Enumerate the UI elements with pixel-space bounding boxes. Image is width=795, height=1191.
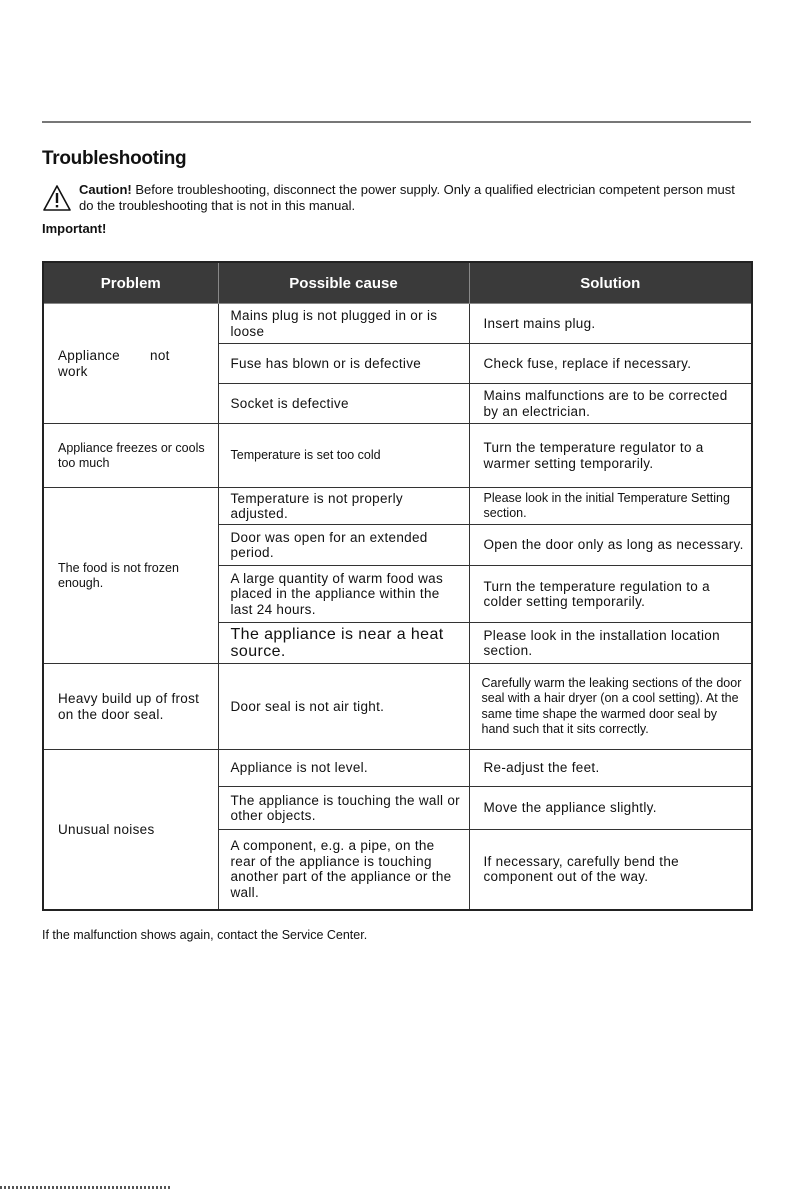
problem-cell: Heavy build up of frost on the door seal. [43,664,218,750]
caution-label: Caution! [79,182,132,197]
solution-cell: Turn the temperature regulator to a warmer setting temporarily. [469,424,752,488]
table-row [43,750,752,787]
solution-cell: Mains malfunctions are to be corrected by an electrician. [469,384,752,424]
solution-cell: Carefully warm the leaking sections of the door seal with a hair dryer (on a cool setting). At the same time shape the warmed door seal by hand such that it sits correctly. [469,664,752,750]
cause-cell: Door was open for an extended period. [218,525,469,566]
troubleshooting-table [42,261,753,911]
problem-cell: Appliance freezes or cools too much [43,424,218,488]
warning-triangle-icon [42,184,72,212]
cause-cell: Appliance is not level. [218,750,469,787]
caution-notice [42,182,742,216]
page-title: Troubleshooting [42,148,187,169]
solution-cell: Please look in the initial Temperature Setting section. [469,488,752,525]
header-solution: Solution [469,262,752,304]
cause-cell: Door seal is not air tight. [218,664,469,750]
cause-cell: Temperature is not properly adjusted. [218,488,469,525]
header-possible-cause: Possible cause [218,262,469,304]
solution-cell: Insert mains plug. [469,304,752,344]
solution-cell: If necessary, carefully bend the component out of the way. [469,830,752,910]
problem-cell: The food is not frozen enough. [43,488,218,664]
problem-cell: Unusual noises [43,750,218,910]
important-label: Important! [42,221,107,236]
cause-cell: A component, e.g. a pipe, on the rear of the appliance is touching another part of the appliance or the wall. [218,830,469,910]
solution-cell: Move the appliance slightly. [469,787,752,830]
cause-cell: Fuse has blown or is defective [218,344,469,384]
table-header-row [43,262,752,304]
table-row [43,664,752,750]
cause-cell: Socket is defective [218,384,469,424]
solution-cell: Open the door only as long as necessary. [469,525,752,566]
caution-text [79,182,742,214]
solution-cell: Check fuse, replace if necessary. [469,344,752,384]
table-row [43,424,752,488]
header-rule [42,121,751,123]
header-problem: Problem [43,262,218,304]
cause-cell: A large quantity of warm food was placed in the appliance within the last 24 hours. [218,566,469,623]
solution-cell: Re-adjust the feet. [469,750,752,787]
cause-cell: Mains plug is not plugged in or is loose [218,304,469,344]
footer-note: If the malfunction shows again, contact the Service Center. [42,928,368,942]
solution-cell: Please look in the installation location section. [469,623,752,664]
table-row [43,304,752,344]
caution-body: Before troubleshooting, disconnect the power supply. Only a qualified electrician competent person must do the troubleshooting that is not in this manual. [79,182,735,213]
cause-cell: The appliance is touching the wall or other objects. [218,787,469,830]
solution-cell: Turn the temperature regulation to a colder setting temporarily. [469,566,752,623]
cause-cell: The appliance is near a heat source. [218,623,469,664]
cause-cell: Temperature is set too cold [218,424,469,488]
problem-cell: Appliance not work [43,304,218,424]
table-row [43,488,752,525]
page-edge-marks [0,1186,170,1189]
